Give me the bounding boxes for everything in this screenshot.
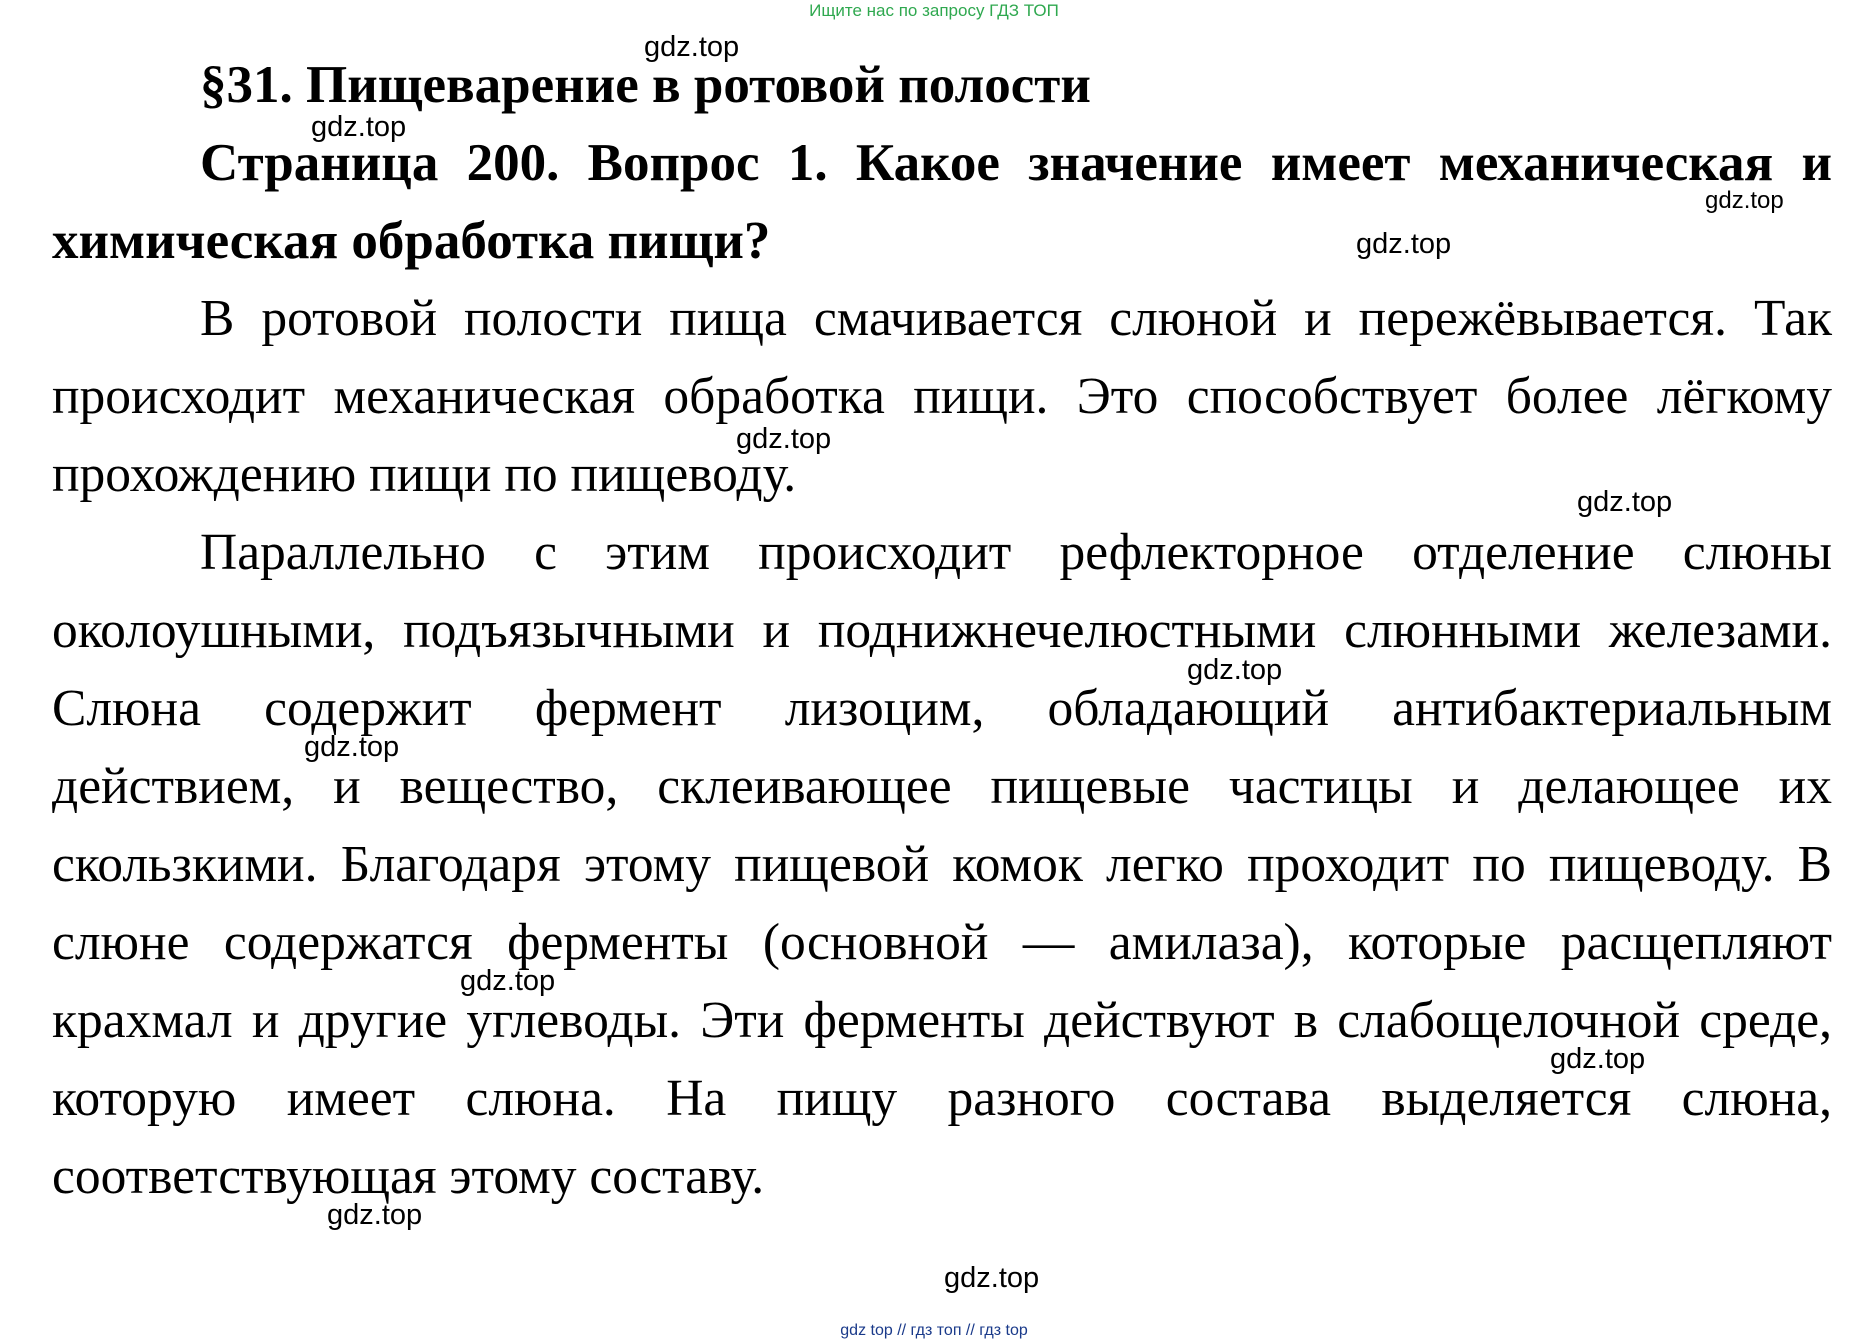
- watermark: gdz.top: [304, 731, 400, 763]
- watermark: gdz.top: [736, 423, 832, 455]
- document-body: [52, 46, 1832, 1216]
- watermark: gdz.top: [944, 1262, 1040, 1294]
- watermark: gdz.top: [1577, 486, 1673, 518]
- answer-paragraph-1: В ротовой полости пища смачивается слюной и пережёвывается. Так происходит механическая обработка пищи. Это способствует более лёгкому прохождению пищи по пищеводу.: [52, 290, 1832, 503]
- watermark: gdz.top: [311, 111, 407, 143]
- watermark: gdz.top: [1356, 228, 1452, 260]
- watermark: gdz.top: [1705, 187, 1784, 214]
- answer-paragraph-2: Параллельно с этим происходит рефлекторное отделение слюны околоушными, подъязычными и поднижнечелюстными слюнными железами. Слюна содержит фермент лизоцим, обладающий антибактериальным действием, и вещество, склеивающее пищевые частицы и делающее их скользкими. Благодаря этому пищевой комок легко проходит по пищеводу. В слюне содержатся ферменты (основной — амилаза), которые расщепляют крахмал и другие углеводы. Эти ферменты действуют в слабощелочной среде, которую имеет слюна. На пищу разного состава выделяется слюна, соответствующая этому составу.: [52, 524, 1832, 1205]
- watermark: gdz.top: [460, 965, 556, 997]
- watermark: gdz.top: [1187, 654, 1283, 686]
- top-banner: Ищите нас по запросу ГДЗ ТОП: [809, 1, 1059, 20]
- watermark: gdz.top: [1550, 1043, 1646, 1075]
- question-title: Страница 200. Вопрос 1. Какое значение имеет механическая и химическая обработка пищи?: [52, 134, 1832, 270]
- section-heading: §31. Пищеварение в ротовой полости: [200, 56, 1091, 114]
- footer-watermark: gdz top // гдз топ // гдз top: [840, 1322, 1028, 1339]
- watermark: gdz.top: [644, 31, 740, 63]
- watermark: gdz.top: [327, 1199, 423, 1231]
